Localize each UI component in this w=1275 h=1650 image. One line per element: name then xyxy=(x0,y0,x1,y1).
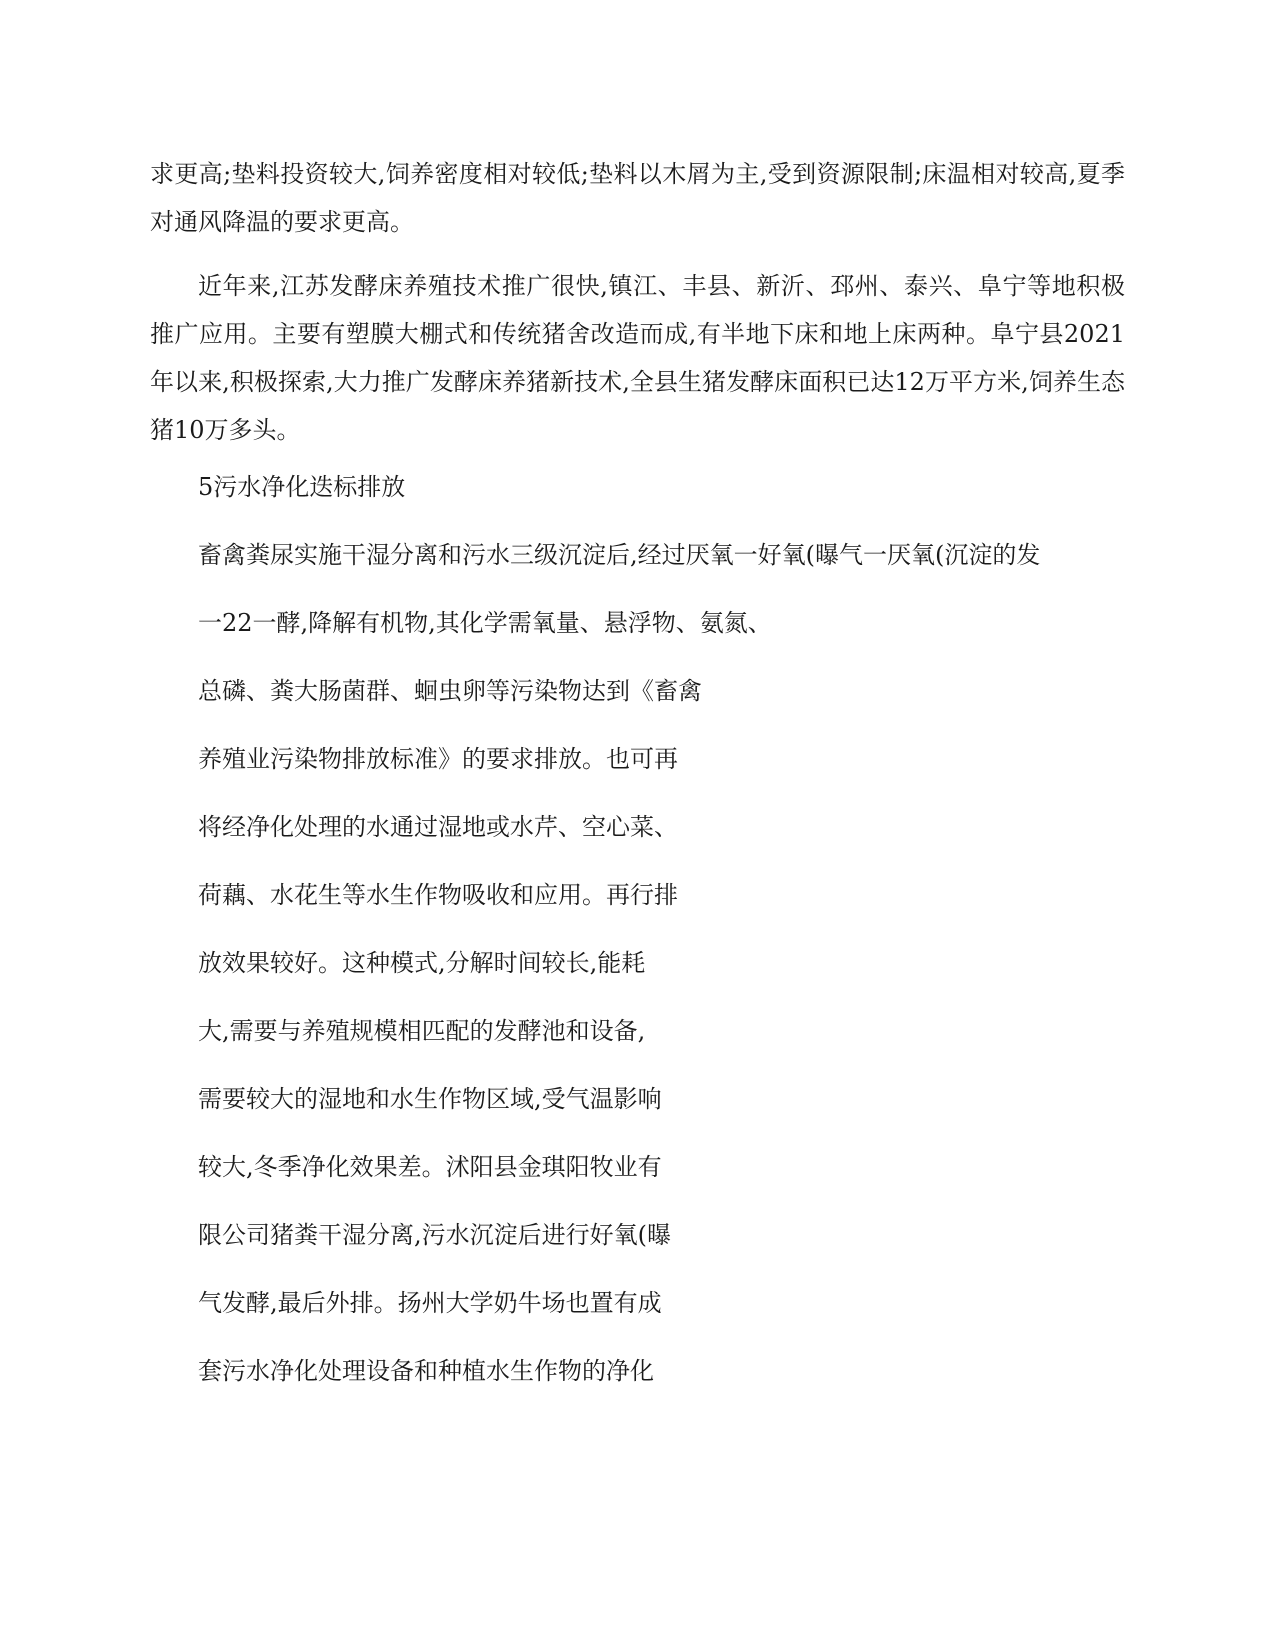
body-line: 需要较大的湿地和水生作物区域,受气温影响 xyxy=(198,1085,662,1113)
body-line: 套污水净化处理设备和种植水生作物的净化 xyxy=(198,1357,654,1385)
body-line: 限公司猪粪干湿分离,污水沉淀后进行好氧(曝 xyxy=(198,1221,671,1249)
paragraph-continuation: 求更高;垫料投资较大,饲养密度相对较低;垫料以木屑为主,受到资源限制;床温相对较高,夏季对通风降温的要求更高。 xyxy=(150,160,1125,236)
section-heading: 5污水净化迭标排放 xyxy=(198,473,406,501)
body-line: 总磷、粪大肠菌群、蛔虫卵等污染物达到《畜禽 xyxy=(198,677,702,705)
body-line: 气发酵,最后外排。扬州大学奶牛场也置有成 xyxy=(198,1289,662,1317)
body-line: 较大,冬季净化效果差。沭阳县金琪阳牧业有 xyxy=(198,1153,662,1181)
body-line: 一22一酵,降解有机物,其化学需氧量、悬浮物、氨氮、 xyxy=(198,609,772,637)
body-line: 荷藕、水花生等水生作物吸收和应用。再行排 xyxy=(198,881,678,909)
body-line: 大,需要与养殖规模相匹配的发酵池和设备, xyxy=(198,1017,646,1045)
body-line: 养殖业污染物排放标准》的要求排放。也可再 xyxy=(198,745,678,773)
paragraph-jiangsu-fermentation-bed: 近年来,江苏发酵床养殖技术推广很快,镇江、丰县、新沂、邳州、泰兴、阜宁等地积极推广应用。主要有塑膜大棚式和传统猪舍改造而成,有半地下床和地上床两种。阜宁县2021年以来,积极探索,大力推广发酵床养猪新技术,全县生猪发酵床面积已达12万平方米,饲养生态猪10万多头。 xyxy=(150,272,1125,444)
body-line: 将经净化处理的水通过湿地或水芹、空心菜、 xyxy=(198,813,678,841)
body-line: 畜禽粪尿实施干湿分离和污水三级沉淀后,经过厌氧一好氧(曝气一厌氧(沉淀的发 xyxy=(198,541,1041,569)
body-line: 放效果较好。这种模式,分解时间较长,能耗 xyxy=(198,949,646,977)
